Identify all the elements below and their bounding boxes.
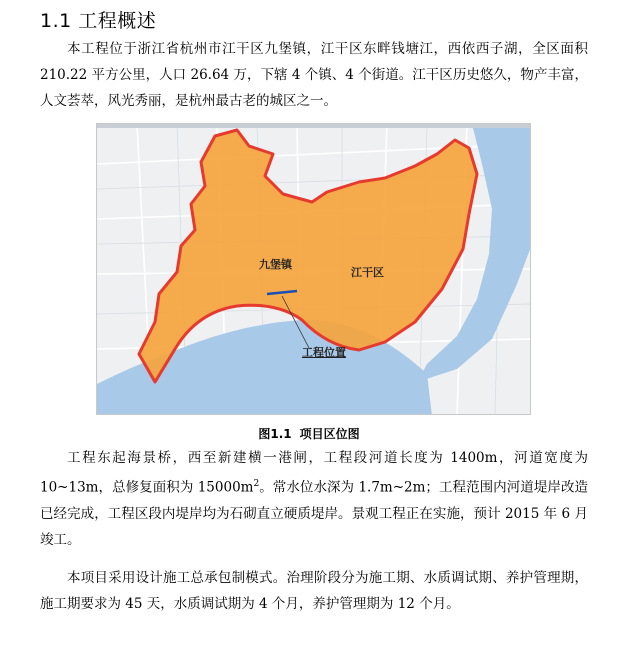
project-location-label: 工程位置: [302, 346, 346, 359]
area-unit-superscript: 2: [253, 479, 260, 489]
figure-title: 项目区位图: [299, 427, 360, 441]
town-label: 九堡镇: [259, 258, 292, 271]
figure-caption: [0, 425, 626, 442]
intro-paragraph: 本工程位于浙江省杭州市江干区九堡镇，江干区东畔钱塘江，西依西子湖，全区面积 210.22 平方公里，人口 26.64 万，下辖 4 个镇、4 个街道。江干区历史悠久，物产丰富，人文荟萃，风光秀丽，是杭州最古老的城区之一。: [40, 41, 588, 109]
section-heading: 1.1 工程概述: [40, 10, 157, 32]
project-text-b: 。常水位水深为 1.7m~2m；工程范围内河道堤岸改造已经完成，工程区段内堤岸均为石砌直立硬质堤岸。景观工程正在实施，预计 2015 年 6 月竣工。: [40, 479, 588, 548]
location-map-graphic: [97, 124, 531, 415]
district-label: 江干区: [351, 266, 384, 279]
project-text-a: 工程东起海景桥，西至新建横一港闸，工程段河道长度为 1400m，河道宽度为 10~13m，总修复面积为 15000m: [40, 450, 588, 496]
management-paragraph: 本项目采用设计施工总承包制模式。治理阶段分为施工期、水质调试期、养护管理期，施工期要求为 45 天，水质调试期为 4 个月，养护管理期为 12 个月。: [40, 570, 588, 612]
location-map: [96, 123, 531, 415]
project-paragraph: [40, 445, 588, 553]
figure-number: 图1.1: [258, 427, 292, 441]
